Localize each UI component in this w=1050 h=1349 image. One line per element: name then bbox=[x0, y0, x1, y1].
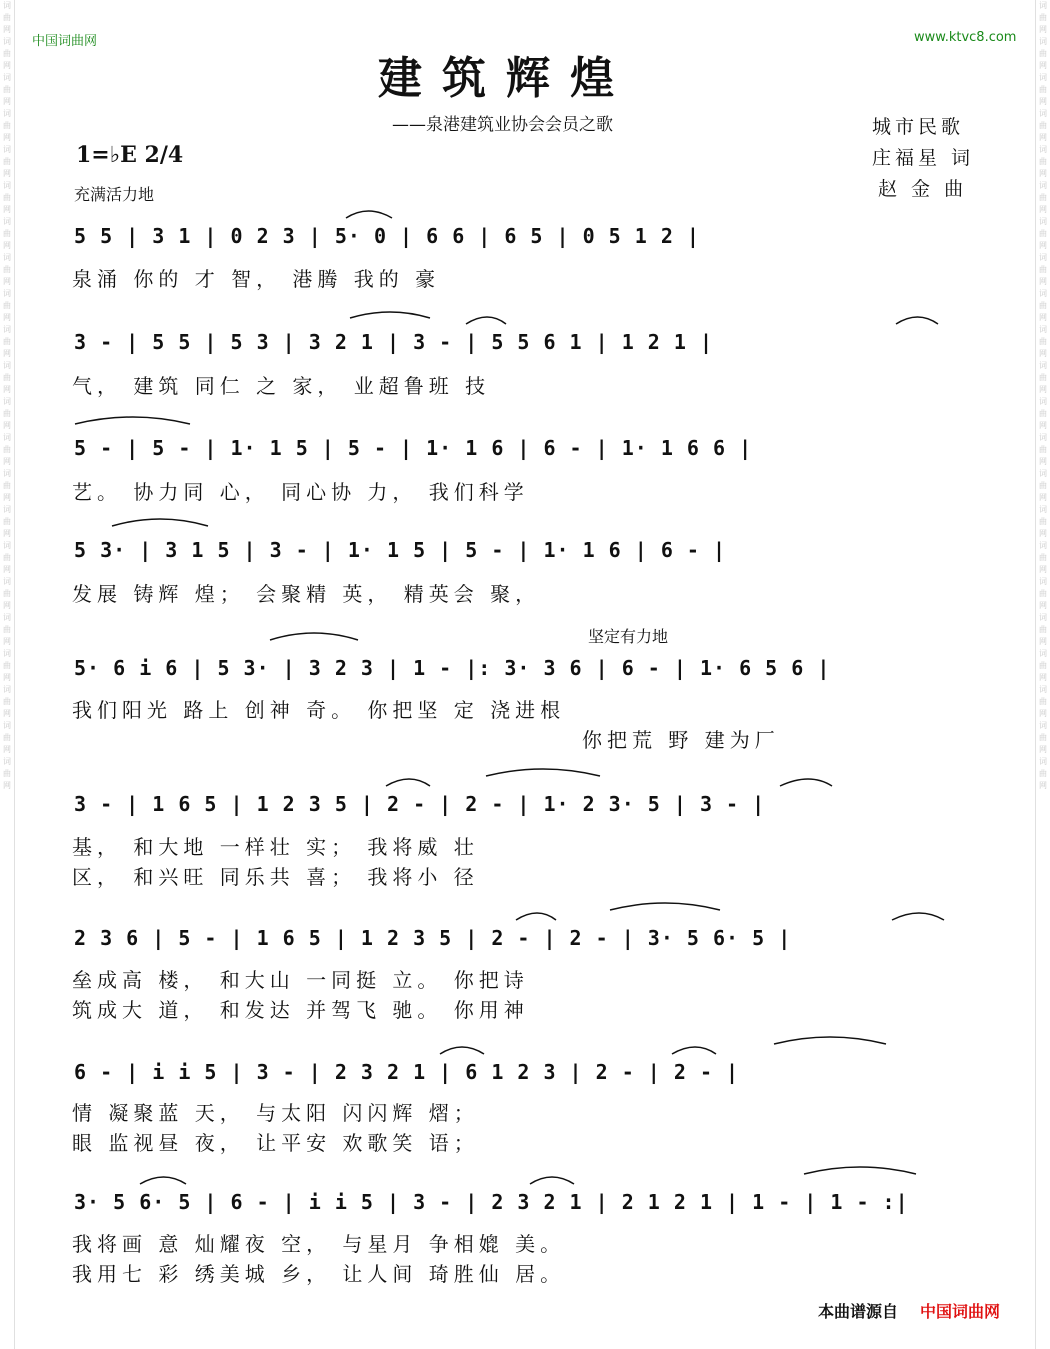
song-subtitle: ——泉港建筑业协会会员之歌 bbox=[392, 115, 613, 135]
lyrics-line-verse2: 我用七 彩 绣美城 乡， 让人间 琦胜仙 居。 bbox=[72, 1262, 566, 1286]
lyrics-line: 艺。 协力同 心， 同心协 力， 我们科学 bbox=[72, 480, 529, 504]
lyrics-line-verse2: 筑成大 道， 和发达 并驾飞 驰。 你用神 bbox=[72, 998, 529, 1022]
lyrics-line-verse2: 你把荒 野 建为厂 bbox=[582, 728, 780, 752]
composer-credit: 赵 金 曲 bbox=[878, 178, 968, 200]
lyrics-line: 情 凝聚蓝 天， 与太阳 闪闪辉 熠； bbox=[72, 1101, 479, 1125]
slur-arc bbox=[466, 317, 506, 324]
lyrics-line-verse2: 区， 和兴旺 同乐共 喜； 我将小 径 bbox=[72, 865, 479, 889]
notation-row: 5 5 | 3 1 | 0 2 3 | 5· 0 | 6 6 | 6 5 | 0 5 1 2 | bbox=[74, 224, 700, 248]
slur-arc bbox=[486, 769, 600, 776]
slur-arc bbox=[112, 519, 208, 526]
notation-row: 2 3 6 | 5 - | 1 6 5 | 1 2 3 5 | 2 - | 2 - | 3· 5 6· 5 | bbox=[74, 926, 792, 950]
lyrics-line: 基， 和大地 一样壮 实； 我将威 壮 bbox=[72, 835, 479, 859]
slur-arc bbox=[346, 211, 392, 218]
slur-arc bbox=[774, 1037, 886, 1044]
slur-arc bbox=[350, 312, 430, 318]
slur-arc bbox=[440, 1047, 484, 1054]
source-label: 本曲谱源自 bbox=[818, 1302, 899, 1321]
slur-arc bbox=[386, 779, 430, 786]
slur-arc bbox=[530, 1177, 574, 1184]
site-name-watermark[interactable]: 中国词曲网 bbox=[32, 34, 98, 49]
tempo-marking: 充满活力地 bbox=[74, 185, 155, 204]
song-genre: 城市民歌 bbox=[872, 116, 965, 138]
left-margin-watermark: 词曲网 词曲网 词曲网 词曲网 词曲网 词曲网 词曲网 词曲网 词曲网 词曲网 词曲网 词曲网 词曲网 词曲网 词曲网 词曲网 词曲网 词曲网 词曲网 词曲网 词曲网 词曲网 bbox=[0, 0, 15, 1349]
lyrics-line: 垒成高 楼， 和大山 一同挺 立。 你把诗 bbox=[72, 968, 529, 992]
notation-row: 5 3· | 3 1 5 | 3 - | 1· 1 5 | 5 - | 1· 1 6 | 6 - | bbox=[74, 538, 727, 562]
lyrics-line: 我们阳光 路上 创神 奇。 你把坚 定 浇进根 bbox=[72, 698, 566, 722]
notation-row: 3 - | 5 5 | 5 3 | 3 2 1 | 3 - | 5 5 6 1 | 1 2 1 | bbox=[74, 330, 714, 354]
right-margin-watermark: 词曲网 词曲网 词曲网 词曲网 词曲网 词曲网 词曲网 词曲网 词曲网 词曲网 词曲网 词曲网 词曲网 词曲网 词曲网 词曲网 词曲网 词曲网 词曲网 词曲网 词曲网 词曲网 bbox=[1035, 0, 1050, 1349]
slur-arc bbox=[75, 417, 190, 424]
slur-arc bbox=[892, 913, 944, 920]
notation-row: 3 - | 1 6 5 | 1 2 3 5 | 2 - | 2 - | 1· 2 3· 5 | 3 - | bbox=[74, 792, 766, 816]
source-footer bbox=[818, 1299, 1000, 1322]
lyrics-line: 气， 建筑 同仁 之 家， 业超鲁班 技 bbox=[72, 374, 491, 398]
notation-row: 5· 6 i 6 | 5 3· | 3 2 3 | 1 - |: 3· 3 6 | 6 - | 1· 6 5 6 | bbox=[74, 656, 831, 680]
lyrics-line: 我将画 意 灿耀夜 空， 与星月 争相媲 美。 bbox=[72, 1232, 566, 1256]
lyrics-line: 泉涌 你的 才 智， 港腾 我的 豪 bbox=[72, 267, 441, 291]
song-title: 建筑辉煌 bbox=[378, 53, 634, 104]
source-site-link[interactable]: 中国词曲网 bbox=[920, 1302, 1001, 1321]
slur-arc bbox=[516, 913, 556, 920]
slur-arc bbox=[804, 1167, 916, 1174]
key-signature: 1=♭E 2/4 bbox=[76, 142, 184, 168]
slur-arc bbox=[780, 779, 832, 786]
site-url-watermark[interactable]: www.ktvc8.com bbox=[914, 30, 1017, 45]
slur-arc bbox=[672, 1047, 716, 1054]
slur-arc bbox=[140, 1177, 186, 1184]
slur-arc bbox=[270, 633, 358, 640]
slur-arc bbox=[896, 317, 938, 324]
slur-arc bbox=[610, 903, 720, 910]
tempo-marking-second: 坚定有力地 bbox=[588, 627, 669, 646]
lyricist-credit: 庄福星 词 bbox=[872, 147, 975, 169]
notation-row: 5 - | 5 - | 1· 1 5 | 5 - | 1· 1 6 | 6 - | 1· 1 6 6 | bbox=[74, 436, 753, 460]
notation-row: 3· 5 6· 5 | 6 - | i i 5 | 3 - | 2 3 2 1 | 2 1 2 1 | 1 - | 1 - :| bbox=[74, 1190, 909, 1214]
notation-row: 6 - | i i 5 | 3 - | 2 3 2 1 | 6 1 2 3 | 2 - | 2 - | bbox=[74, 1060, 740, 1084]
lyrics-line: 发展 铸辉 煌； 会聚精 英， 精英会 聚， bbox=[72, 582, 541, 606]
lyrics-line-verse2: 眼 监视昼 夜， 让平安 欢歌笑 语； bbox=[72, 1131, 479, 1155]
